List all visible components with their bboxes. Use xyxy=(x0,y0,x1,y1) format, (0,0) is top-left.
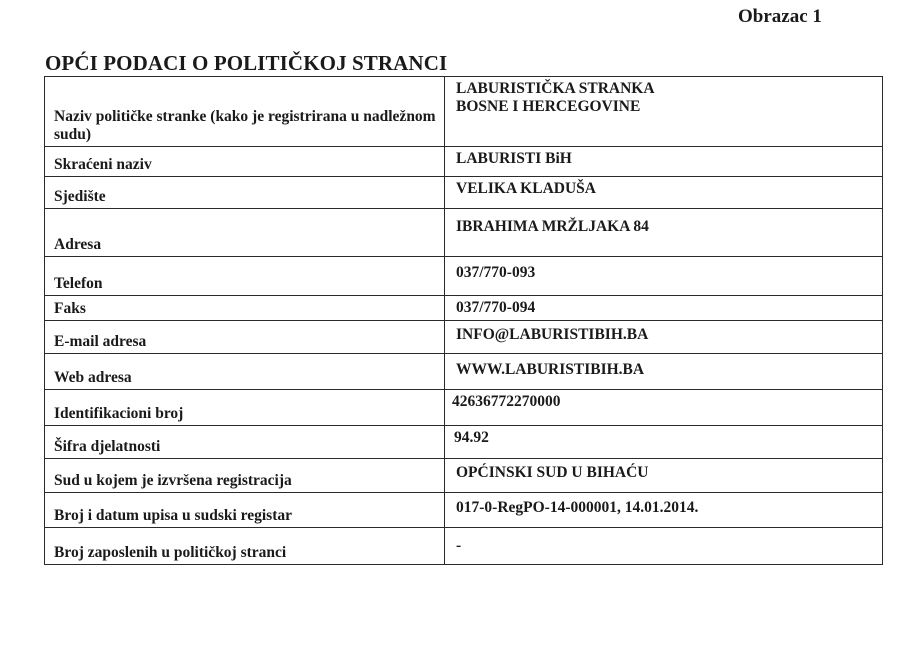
row-label: Broj i datum upisa u sudski registar xyxy=(45,493,445,528)
party-info-table-body xyxy=(45,77,883,565)
row-label: Sud u kojem je izvršena registracija xyxy=(45,459,445,493)
row-label: Broj zaposlenih u političkoj stranci xyxy=(45,528,445,565)
row-label: Web adresa xyxy=(45,354,445,390)
row-value: 94.92 xyxy=(445,426,883,459)
row-label: Naziv političke stranke (kako je registrirana u nadležnom sudu) xyxy=(45,77,445,147)
row-label: Sjedište xyxy=(45,177,445,209)
row-value: 017-0-RegPO-14-000001, 14.01.2014. xyxy=(445,493,883,528)
section-title: OPĆI PODACI O POLITIČKOJ STRANCI xyxy=(45,51,448,75)
table-row-phone xyxy=(45,257,883,296)
row-value: LABURISTI BiH xyxy=(445,147,883,177)
table-row-web xyxy=(45,354,883,390)
table-row-id-number xyxy=(45,390,883,426)
row-value: 037/770-093 xyxy=(445,257,883,296)
party-info-table xyxy=(44,76,883,565)
row-value: IBRAHIMA MRŽLJAKA 84 xyxy=(445,209,883,257)
table-row-address xyxy=(45,209,883,257)
table-row-short-name xyxy=(45,147,883,177)
row-label: E-mail adresa xyxy=(45,321,445,354)
row-value: OPĆINSKI SUD U BIHAĆU xyxy=(445,459,883,493)
table-row-fax xyxy=(45,296,883,321)
row-value: 037/770-094 xyxy=(445,296,883,321)
row-label: Skraćeni naziv xyxy=(45,147,445,177)
row-value: LABURISTIČKA STRANKA BOSNE I HERCEGOVINE xyxy=(445,77,883,147)
table-row-employees xyxy=(45,528,883,565)
table-row-registration-court xyxy=(45,459,883,493)
row-value: - xyxy=(445,528,883,565)
row-label: Faks xyxy=(45,296,445,321)
form-number: Obrazac 1 xyxy=(738,6,822,27)
row-value: 42636772270000 xyxy=(445,390,883,426)
table-row-seat xyxy=(45,177,883,209)
row-label: Adresa xyxy=(45,209,445,257)
row-value: VELIKA KLADUŠA xyxy=(445,177,883,209)
table-row-email xyxy=(45,321,883,354)
table-row-party-name xyxy=(45,77,883,147)
table-row-activity-code xyxy=(45,426,883,459)
row-label: Telefon xyxy=(45,257,445,296)
table-row-registry-entry xyxy=(45,493,883,528)
row-value: WWW.LABURISTIBIH.BA xyxy=(445,354,883,390)
row-value: INFO@LABURISTIBIH.BA xyxy=(445,321,883,354)
row-label: Šifra djelatnosti xyxy=(45,426,445,459)
row-label: Identifikacioni broj xyxy=(45,390,445,426)
